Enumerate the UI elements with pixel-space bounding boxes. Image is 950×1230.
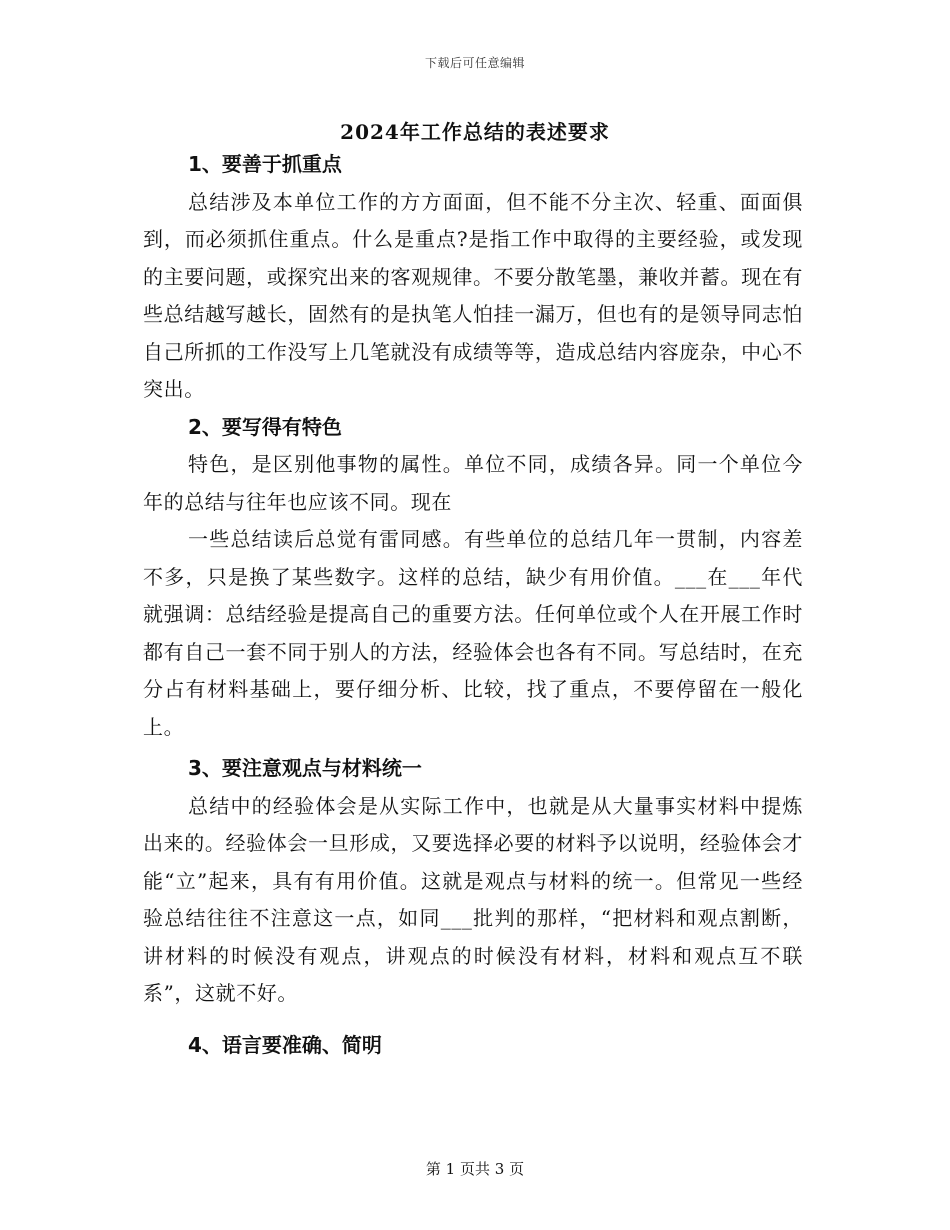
section-2-paragraph-2: 一些总结读后总觉有雷同感。有些单位的总结几年一贯制，内容差不多，只是换了某些数字。这样的总结，缺少有用价值。___在___年代就强调：总结经验是提高自己的重要方法。任何单位或个人在开展工作时都有自己一套不同于别人的方法，经验体会也各有不同。写总结时，在充分占有材料基础上，要仔细分析、比较，找了重点，不要停留在一般化上。 [143,527,803,739]
section-heading-2: 2、要写得有特色 [188,414,342,439]
section-heading-3: 3、要注意观点与材料统一 [188,756,422,780]
section-1-paragraph-1: 总结涉及本单位工作的方方面面，但不能不分主次、轻重、面面俱到，而必须抓住重点。什么是重点?是指工作中取得的主要经验，或发现的主要问题，或探究出来的客观规律。不要分散笔墨，兼收并蓄。现在有些总结越写越长，固然有的是执笔人怕挂一漏万，但也有的是领导同志怕自己所抓的工作没写上几笔就没有成绩等等，造成总结内容庞杂，中心不突出。 [143,189,803,401]
document-title: 2024年工作总结的表述要求 [340,120,610,144]
section-3-paragraph-1: 总结中的经验体会是从实际工作中，也就是从大量事实材料中提炼出来的。经验体会一旦形成，又要选择必要的材料予以说明，经验体会才能“立”起来，具有有用价值。这就是观点与材料的统一。但常见一些经验总结往往不注意这一点，如同___批判的那样，“把材料和观点割断，讲材料的时候没有观点，讲观点的时候没有材料，材料和观点互不联系”，这就不好。 [143,793,803,1005]
header-note: 下载后可任意编辑 [424,56,525,70]
section-spacer [143,1013,803,1027]
document-body [143,146,803,1064]
section-2-paragraph-1: 特色，是区别他事物的属性。单位不同，成绩各异。同一个单位今年的总结与往年也应该不同。现在 [143,452,803,514]
page-indicator: 第 1 页共 3 页 [425,1160,525,1178]
section-heading-4: 4、语言要准确、简明 [188,1032,382,1057]
section-heading-1: 1、要善于抓重点 [188,152,342,176]
